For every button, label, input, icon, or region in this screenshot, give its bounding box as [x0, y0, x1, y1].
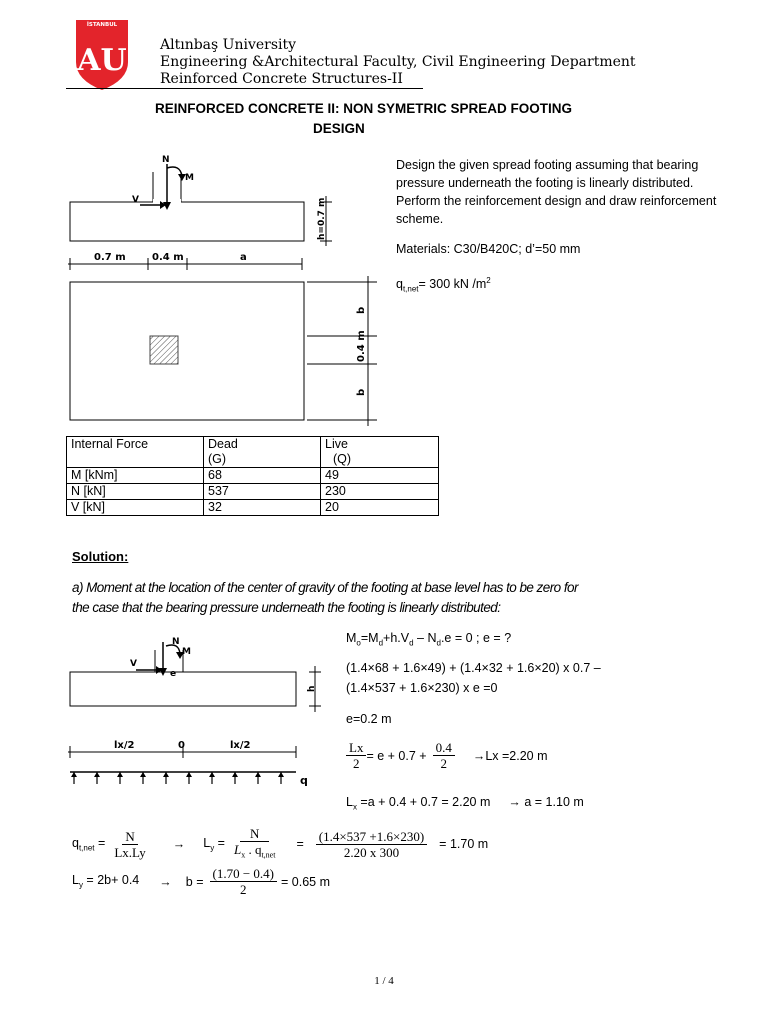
moment-expansion-line2: (1.4×537 + 1.6×230) x e =0 — [346, 681, 498, 695]
dim-0-7m: 0.7 m — [94, 252, 126, 263]
problem-statement: Design the given spread footing assuming that bearing pressure underneath the footing is linearly distributed. Perform the reinforcement design and draw reinforcement scheme. — [396, 158, 717, 226]
cell-live: 49 — [321, 468, 439, 484]
h-label: h — [307, 685, 317, 692]
m-label: M — [185, 173, 194, 183]
university-logo — [74, 18, 130, 92]
internal-forces-table — [66, 436, 439, 516]
footing-elevation — [70, 202, 304, 241]
b-equation: $L_y = 2b+ 0.4$ → b = $\frac{(1.70 - 0.4)}{2}$ = 0.65 m — [72, 866, 330, 897]
lx-half-right: lx/2 — [230, 740, 251, 751]
header-block — [160, 37, 636, 88]
moment-expansion-line1: (1.4×68 + 1.6×49) + (1.4×32 + 1.6×20) x 0.7 – — [346, 661, 601, 675]
cell-dead: 537 — [204, 484, 321, 500]
header-rule — [66, 88, 423, 89]
header-internal-force: Internal Force — [67, 437, 204, 468]
ly-equation: $q_{t,net}$ = $\frac{N}{Lx.Ly}$ → $L_y$ = $\frac{N}{L_x . q_{t,net}}$ = $\frac{(1.4\times 537 +1.6\times 230)}{2.20 x 300}$ = 1.70 m — [72, 826, 489, 860]
faculty-name: Engineering &Architectural Faculty, Civil Engineering Department — [160, 54, 636, 70]
solution-step-a-line1: a) Moment at the location of the center of gravity of the footing at base level has to be zero for — [72, 580, 578, 595]
page-title: REINFORCED CONCRETE II: NON SYMETRIC SPREAD FOOTING — [155, 101, 573, 116]
q-label: q — [300, 774, 308, 787]
column-plan — [150, 336, 178, 364]
v-label: V — [132, 195, 139, 205]
logo-caption: İSTANBUL — [86, 22, 118, 28]
eccentricity-diagram — [62, 632, 342, 792]
m-label-2: M — [182, 647, 191, 657]
logo-letters: AU — [77, 43, 127, 78]
cell-dead: 68 — [204, 468, 321, 484]
university-name: Altınbaş University — [160, 37, 297, 53]
moment-equation: $M_o=M_d+h.V_d - N_d.e = 0$ ; e = ? — [346, 631, 512, 648]
solution-step-a-line2: the case that the bearing pressure underneath the footing is linearly distributed: — [72, 600, 501, 615]
page-title-line2: DESIGN — [313, 121, 365, 136]
center-zero: 0 — [178, 740, 185, 751]
cell-live: 230 — [321, 484, 439, 500]
e-label: e — [170, 669, 177, 679]
n-label: N — [162, 155, 170, 165]
table-row — [67, 468, 439, 484]
header-live: Live (Q) — [321, 437, 439, 468]
table-row — [67, 500, 439, 516]
dim-0-4m-vertical: 0.4 m — [356, 330, 367, 362]
table-header-row — [67, 437, 439, 468]
n-label-2: N — [172, 637, 180, 647]
dim-a: a — [240, 252, 247, 263]
course-name: Reinforced Concrete Structures-II — [160, 71, 403, 87]
table-row — [67, 484, 439, 500]
page-number: 1 / 4 — [374, 975, 394, 987]
e-result: e=0.2 m — [346, 712, 392, 726]
lx-equation: $\frac{Lx}{2}$ = e + 0.7 + $\frac{0.4}{2}$ →Lx =2.20 m — [346, 740, 548, 771]
footing-diagram — [62, 150, 382, 430]
lx-half-left: lx/2 — [114, 740, 135, 751]
h-dimension-label: h=0.7 m — [317, 197, 327, 240]
footing-plan — [70, 282, 304, 420]
cell-dead: 32 — [204, 500, 321, 516]
cell-force: V [kN] — [67, 500, 204, 516]
cell-force: N [kN] — [67, 484, 204, 500]
solution-heading: Solution: — [72, 549, 129, 564]
cell-force: M [kNm] — [67, 468, 204, 484]
dim-0-4m: 0.4 m — [152, 252, 184, 263]
lx-sum-equation: $L_x =a + 0.4 + 0.7 = 2.20$ m → a = 1.10 m — [346, 795, 584, 812]
materials-text: Materials: C30/B420C; d’=50 mm — [396, 242, 581, 256]
cell-live: 20 — [321, 500, 439, 516]
v-label-2: V — [130, 659, 137, 669]
dim-b-top: b — [356, 306, 367, 314]
dim-b-bottom: b — [356, 388, 367, 396]
bearing-capacity: $q_{t,net}= 300$ kN $/m^2$ — [396, 276, 491, 294]
header-dead: Dead (G) — [204, 437, 321, 468]
